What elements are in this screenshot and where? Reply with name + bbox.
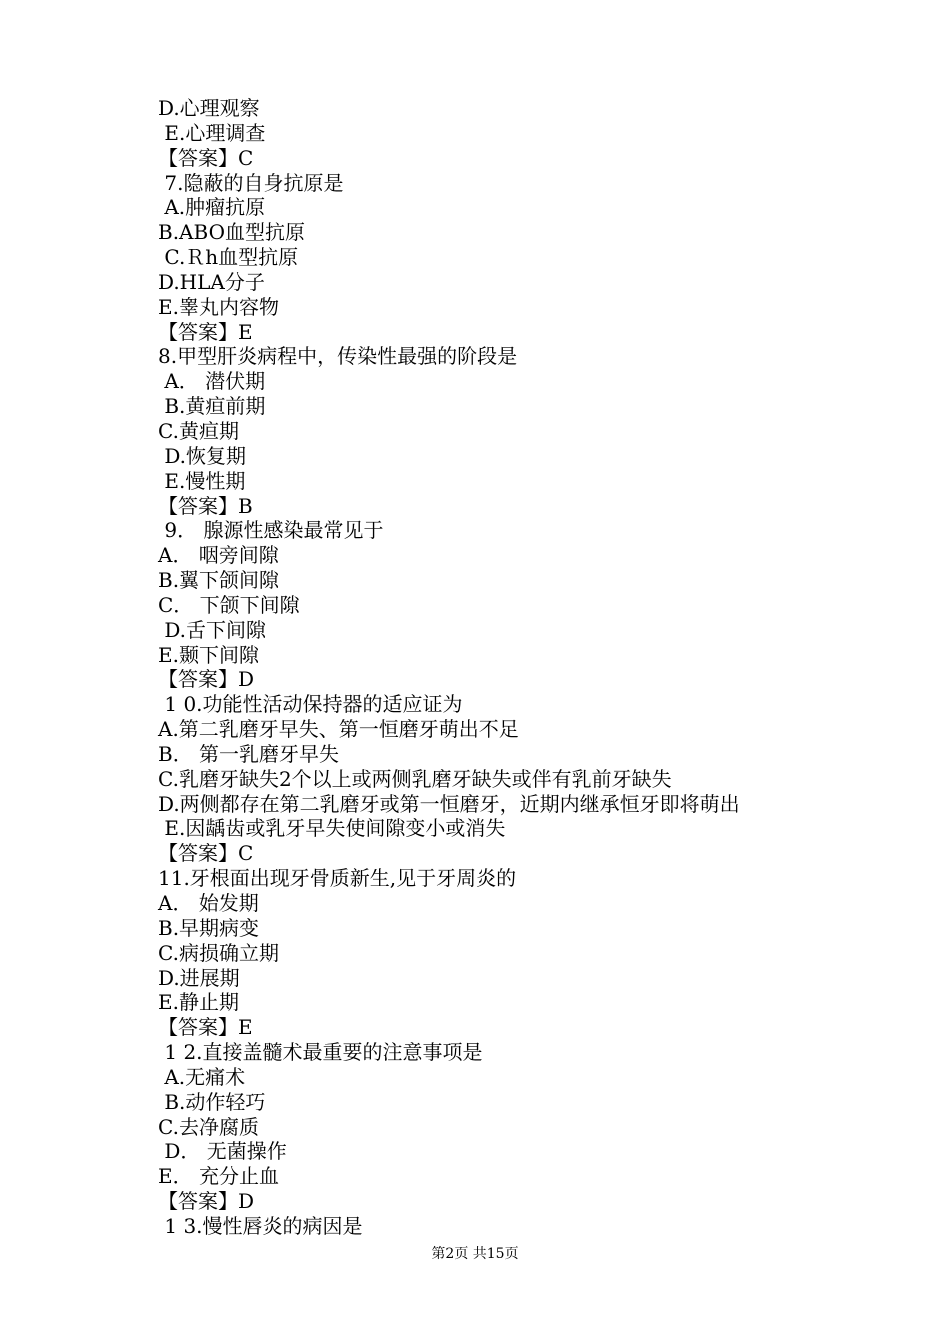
text-line: A.无痛术	[158, 1064, 246, 1089]
text-line: 【答案】E	[158, 319, 253, 344]
text-line: 9． 腺源性感染最常见于	[158, 518, 384, 543]
text-line: A.肿瘤抗原	[158, 195, 266, 220]
text-line: C.Ｒh血型抗原	[158, 245, 299, 270]
text-line: 7.隐蔽的自身抗原是	[158, 170, 344, 195]
text-line: 11.牙根面出现牙骨质新生,见于牙周炎的	[158, 866, 517, 891]
text-line: D． 无菌操作	[158, 1139, 287, 1164]
text-line: B.翼下颌间隙	[158, 568, 280, 593]
text-line: C.去净腐质	[158, 1114, 259, 1139]
text-line: C.黄疸期	[158, 418, 239, 443]
text-line: D.心理观察	[158, 96, 260, 120]
text-line: E.慢性期	[158, 468, 246, 493]
text-line: D.HLA分子	[158, 269, 265, 294]
text-line: D.进展期	[158, 965, 240, 990]
text-line: B.黄疸前期	[158, 394, 266, 419]
text-line: B.早期病变	[158, 915, 260, 940]
text-line: 8.甲型肝炎病程中，传染性最强的阶段是	[158, 344, 518, 369]
question-text-body	[158, 96, 858, 1239]
text-line: A.第二乳磨牙早失、第一恒磨牙萌出不足	[158, 717, 519, 742]
text-line: B.动作轻巧	[158, 1089, 266, 1114]
text-line: B． 第一乳磨牙早失	[158, 741, 340, 766]
page-number-footer: 第2页 共15页	[431, 1246, 519, 1262]
text-line: C.乳磨牙缺失2个以上或两侧乳磨牙缺失或伴有乳前牙缺失	[158, 766, 672, 791]
text-line: E.颞下间隙	[158, 642, 259, 667]
text-line: E.因龋齿或乳牙早失使间隙变小或消失	[158, 816, 506, 841]
text-line: 【答案】B	[158, 493, 253, 518]
text-line: C． 下颌下间隙	[158, 592, 300, 617]
text-line: D.舌下间隙	[158, 617, 267, 642]
text-line: D.两侧都存在第二乳磨牙或第一恒磨牙，近期内继承恒牙即将萌出	[158, 791, 740, 816]
text-line: 【答案】D	[158, 1189, 255, 1214]
text-line: E.心理调查	[158, 120, 266, 145]
text-line: 1 3.慢性唇炎的病因是	[158, 1213, 363, 1238]
text-line: C.病损确立期	[158, 940, 279, 965]
text-line: E.睾丸内容物	[158, 294, 279, 319]
text-line: 【答案】C	[158, 841, 254, 866]
text-line: 【答案】D	[158, 667, 255, 692]
text-line: E． 充分止血	[158, 1164, 279, 1189]
text-line: D.恢复期	[158, 443, 247, 468]
text-line: A． 咽旁间隙	[158, 543, 279, 568]
text-line: B.ABO血型抗原	[158, 220, 305, 245]
text-line: 【答案】E	[158, 1015, 253, 1040]
text-line: 1 2.直接盖髓术最重要的注意事项是	[158, 1040, 483, 1065]
text-line: 1 0.功能性活动保持器的适应证为	[158, 692, 463, 717]
text-line: A． 潜伏期	[158, 369, 266, 394]
text-line: A． 始发期	[158, 891, 259, 915]
text-line: 【答案】C	[158, 145, 254, 170]
text-line: E.静止期	[158, 990, 239, 1015]
